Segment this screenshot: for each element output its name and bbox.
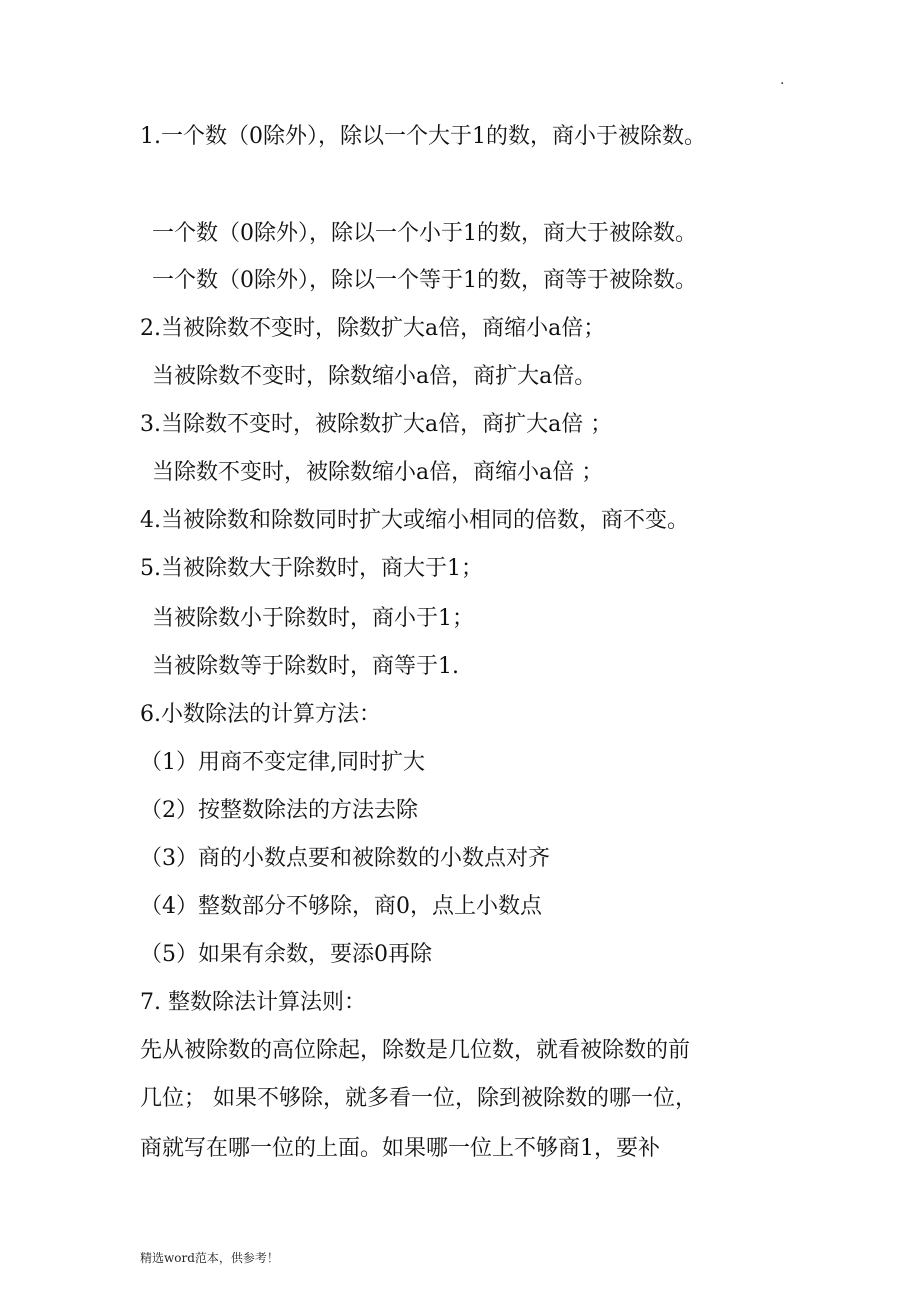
text-line: 6.小数除法的计算方法： <box>140 702 381 727</box>
text-line: 先从被除数的高位除起，除数是几位数，就看被除数的前 <box>140 1038 691 1063</box>
text-line: （4）整数部分不够除，商0，点上小数点 <box>140 894 542 919</box>
text-line: 4.当被除数和除数同时扩大或缩小相同的倍数，商不变。 <box>140 508 689 533</box>
text-line: 2.当被除数不变时，除数扩大a倍，商缩小a倍； <box>140 316 606 341</box>
text-line: 5.当被除数大于除数时，商大于1； <box>140 556 483 581</box>
text-line: 1.一个数（0除外），除以一个大于1的数，商小于被除数。 <box>140 124 706 149</box>
text-line: 几位； 如果不够除，就多看一位，除到被除数的哪一位， <box>140 1086 697 1111</box>
text-line: 一个数（0除外），除以一个等于1的数，商等于被除数。 <box>152 268 697 293</box>
text-line: （3）商的小数点要和被除数的小数点对齐 <box>140 846 550 871</box>
text-line: 商就写在哪一位的上面。如果哪一位上不够商1，要补 <box>140 1136 660 1161</box>
text-line: （1）用商不变定律,同时扩大 <box>140 750 425 775</box>
text-line: 一个数（0除外），除以一个小于1的数，商大于被除数。 <box>152 221 697 246</box>
text-line: 当被除数等于除数时，商等于1. <box>152 654 459 679</box>
text-line: 3.当除数不变时，被除数扩大a倍，商扩大a倍 ； <box>140 412 613 437</box>
text-line: 当除数不变时，被除数缩小a倍，商缩小a倍 ； <box>152 460 604 485</box>
text-line: （5）如果有余数，要添0再除 <box>140 942 432 967</box>
text-line: 当被除数小于除数时，商小于1； <box>152 606 474 631</box>
text-line: 7. 整数除法计算法则： <box>140 990 366 1015</box>
text-line: （2）按整数除法的方法去除 <box>140 798 418 823</box>
page-footer: 精选word范本，供参考！ <box>140 1251 279 1265</box>
text-line: 当被除数不变时，除数缩小a倍，商扩大a倍。 <box>152 364 597 389</box>
corner-mark: . <box>780 72 785 88</box>
